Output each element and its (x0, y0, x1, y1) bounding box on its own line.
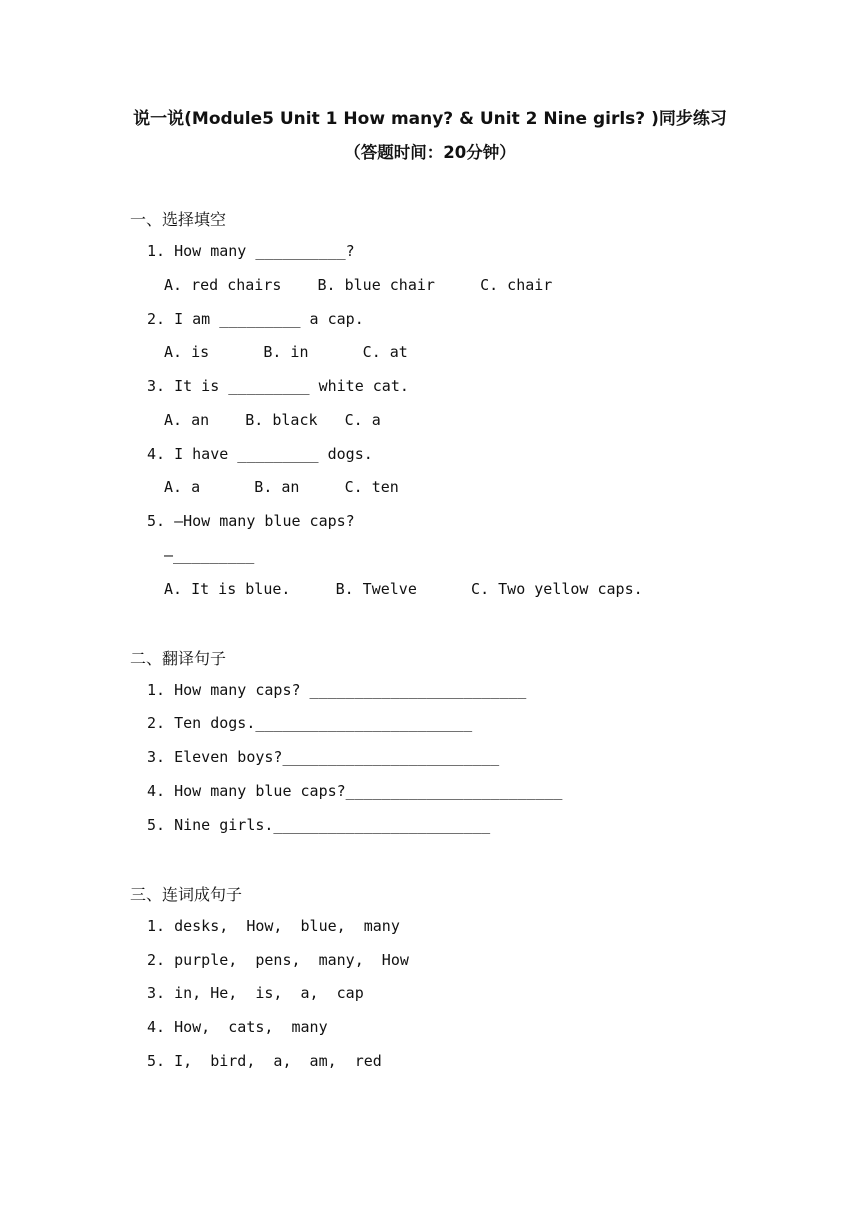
question-line: 2. I am _________ a cap. (147, 310, 364, 328)
translation-line: 1. How many caps? ________________________ (147, 681, 527, 699)
options-line: A. a B. an C. ten (164, 478, 399, 496)
question-line: 4. I have _________ dogs. (147, 445, 373, 463)
translation-line: 3. Eleven boys?________________________ (147, 748, 500, 766)
translation-line: 5. Nine girls.________________________ (147, 816, 491, 834)
section-heading-multiple-choice: 一、选择填空 (130, 210, 227, 229)
translation-line: 4. How many blue caps?________________________ (147, 782, 563, 800)
options-line: A. It is blue. B. Twelve C. Two yellow caps. (164, 580, 643, 598)
options-line: A. is B. in C. at (164, 343, 408, 361)
translation-line: 2. Ten dogs.________________________ (147, 714, 473, 732)
options-line: A. an B. black C. a (164, 411, 381, 429)
worksheet-title: 说一说(Module5 Unit 1 How many? & Unit 2 Nine girls? )同步练习 (133, 109, 727, 129)
word-order-line: 3. in, He, is, a, cap (147, 984, 364, 1002)
question-line: 1. How many __________? (147, 242, 355, 260)
section-heading-sentence-building: 三、连词成句子 (130, 885, 243, 904)
question-line: 5. —How many blue caps? (147, 512, 355, 530)
word-order-line: 1. desks, How, blue, many (147, 917, 400, 935)
time-limit-subtitle: （答题时间：20分钟） (344, 143, 516, 162)
options-line: A. red chairs B. blue chair C. chair (164, 276, 553, 294)
question-line: 3. It is _________ white cat. (147, 377, 409, 395)
word-order-line: 4. How, cats, many (147, 1018, 328, 1036)
section-heading-translation: 二、翻译句子 (130, 649, 227, 668)
word-order-line: 2. purple, pens, many, How (147, 951, 409, 969)
answer-blank-line: —_________ (164, 546, 255, 564)
word-order-line: 5. I, bird, a, am, red (147, 1052, 382, 1070)
